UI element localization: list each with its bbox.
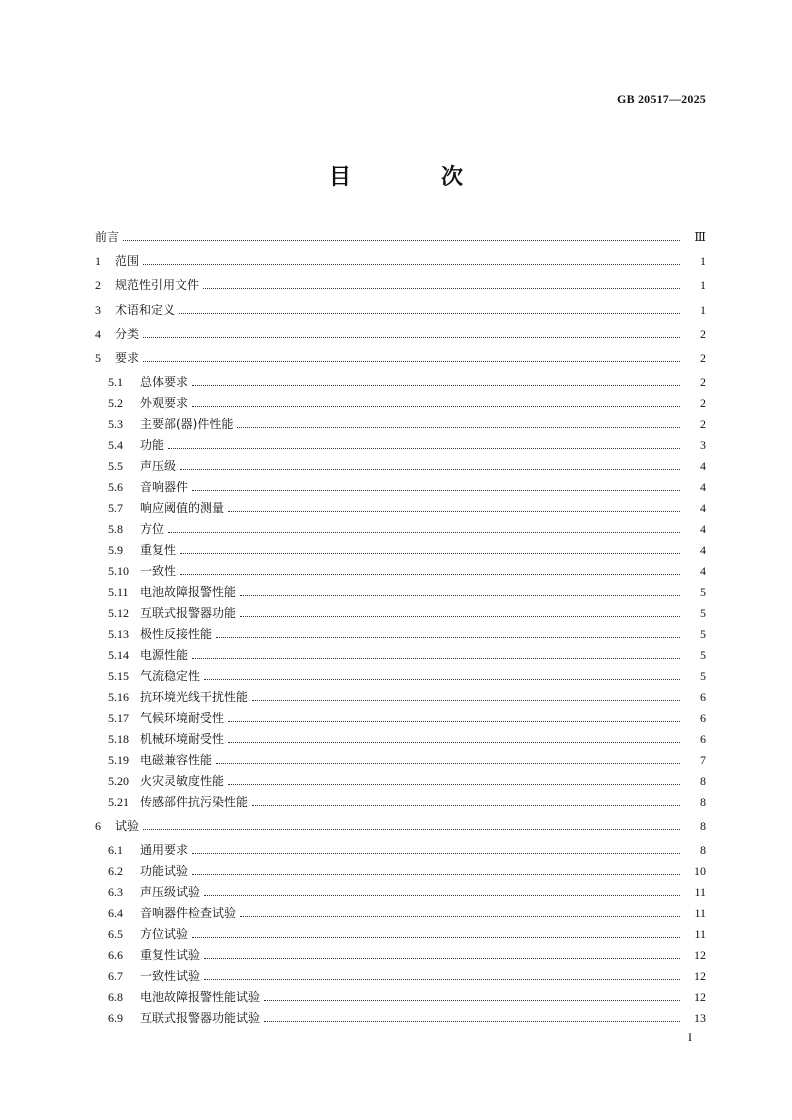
toc-entry-page: 12 <box>694 948 706 962</box>
toc-leader-dots <box>192 841 680 859</box>
toc-leader-dots <box>240 904 680 922</box>
toc-entry[interactable] <box>0 904 792 922</box>
toc-entry-title: 外观要求 <box>140 396 189 410</box>
toc-leader-dots <box>168 520 680 538</box>
toc-leader-dots <box>237 415 680 433</box>
toc-entry-page: 3 <box>700 438 706 452</box>
toc-entry-number: 5.21 <box>108 795 129 809</box>
toc-entry[interactable] <box>0 817 792 835</box>
toc-entry-number: 6.8 <box>108 990 123 1004</box>
toc-entry[interactable] <box>0 499 792 517</box>
toc-leader-dots <box>204 967 680 985</box>
toc-entry[interactable] <box>0 562 792 580</box>
toc-leader-dots <box>228 499 680 517</box>
toc-entry-page: 4 <box>700 501 706 515</box>
toc-entry-title: 电池故障报警性能试验 <box>140 990 261 1004</box>
toc-entry-number: 5.3 <box>108 417 123 431</box>
toc-entry-title: 电磁兼容性能 <box>140 753 213 767</box>
toc-entry-title: 一致性试验 <box>140 969 201 983</box>
toc-entry-page: 1 <box>700 303 706 317</box>
toc-entry-page: 4 <box>700 480 706 494</box>
toc-entry-number: 5.15 <box>108 669 129 683</box>
toc-entry-page: 5 <box>700 627 706 641</box>
toc-entry-number: 5.2 <box>108 396 123 410</box>
toc-leader-dots <box>180 562 680 580</box>
toc-entry[interactable] <box>0 925 792 943</box>
toc-entry-title: 气流稳定性 <box>140 669 201 683</box>
toc-entry[interactable] <box>0 688 792 706</box>
toc-entry[interactable] <box>0 373 792 391</box>
toc-entry[interactable] <box>0 394 792 412</box>
toc-leader-dots <box>228 772 680 790</box>
toc-entry[interactable] <box>0 988 792 1006</box>
toc-leader-dots <box>180 541 680 559</box>
toc-entry-title: 音响器件检查试验 <box>140 906 237 920</box>
toc-entry[interactable] <box>0 751 792 769</box>
toc-entry-number: 5.18 <box>108 732 129 746</box>
toc-entry[interactable] <box>0 772 792 790</box>
toc-leader-dots <box>204 883 680 901</box>
toc-entry-title: 极性反接性能 <box>140 627 213 641</box>
toc-entry-title: 要求 <box>115 351 140 365</box>
toc-entry-page: 6 <box>700 732 706 746</box>
toc-entry-number: 5 <box>95 351 101 365</box>
toc-entry-title: 一致性 <box>140 564 177 578</box>
toc-leader-dots <box>192 862 680 880</box>
toc-entry-page: 12 <box>694 969 706 983</box>
toc-leader-dots <box>143 349 680 367</box>
toc-entry-number: 5.12 <box>108 606 129 620</box>
toc-entry-page: 1 <box>700 254 706 268</box>
toc-entry-title: 重复性试验 <box>140 948 201 962</box>
toc-entry-title: 方位 <box>140 522 165 536</box>
toc-entry-page: 10 <box>694 864 706 878</box>
toc-entry-number: 6.1 <box>108 843 123 857</box>
toc-entry-number: 5.20 <box>108 774 129 788</box>
toc-entry-page: 8 <box>700 843 706 857</box>
toc-leader-dots <box>228 730 680 748</box>
toc-entry[interactable] <box>0 325 792 343</box>
toc-entry[interactable] <box>0 1009 792 1027</box>
toc-entry-number: 6 <box>95 819 101 833</box>
toc-entry-page: 2 <box>700 396 706 410</box>
toc-entry-title: 声压级试验 <box>140 885 201 899</box>
toc-entry-title: 传感部件抗污染性能 <box>140 795 249 809</box>
toc-entry[interactable] <box>0 301 792 319</box>
toc-entry[interactable] <box>0 625 792 643</box>
toc-entry-number: 6.4 <box>108 906 123 920</box>
toc-leader-dots <box>216 625 680 643</box>
toc-leader-dots <box>143 252 680 270</box>
toc-leader-dots <box>192 373 680 391</box>
toc-entry-title: 通用要求 <box>140 843 189 857</box>
toc-entry-number: 5.11 <box>108 585 129 599</box>
toc-entry-number: 3 <box>95 303 101 317</box>
toc-entry-page: 2 <box>700 351 706 365</box>
toc-entry-title: 电池故障报警性能 <box>140 585 237 599</box>
toc-entry-title: 抗环境光线干扰性能 <box>140 690 249 704</box>
toc-entry-page: 6 <box>700 711 706 725</box>
toc-entry[interactable] <box>0 793 792 811</box>
toc-entry-number: 5.1 <box>108 375 123 389</box>
toc-entry-title: 重复性 <box>140 543 177 557</box>
toc-leader-dots <box>252 793 680 811</box>
toc-entry-number: 5.6 <box>108 480 123 494</box>
toc-entry-page: 4 <box>700 564 706 578</box>
toc-leader-dots <box>143 325 680 343</box>
toc-leader-dots <box>204 946 680 964</box>
toc-entry-page: 5 <box>700 606 706 620</box>
page-title: 目 次 <box>328 165 497 190</box>
toc-entry[interactable] <box>0 709 792 727</box>
toc-entry-title: 范围 <box>115 254 140 268</box>
toc-entry-title: 分类 <box>115 327 140 341</box>
toc-entry[interactable] <box>0 457 792 475</box>
toc-entry-number: 2 <box>95 278 101 292</box>
toc-entry-number: 5.5 <box>108 459 123 473</box>
toc-entry-number: 5.10 <box>108 564 129 578</box>
toc-entry-title: 声压级 <box>140 459 177 473</box>
toc-entry[interactable] <box>0 667 792 685</box>
toc-leader-dots <box>123 228 680 246</box>
toc-entry-title: 总体要求 <box>140 375 189 389</box>
toc-entry[interactable] <box>0 841 792 859</box>
toc-entry-title: 主要部(器)件性能 <box>140 417 234 431</box>
toc-leader-dots <box>264 1009 680 1027</box>
toc-entry-number: 6.2 <box>108 864 123 878</box>
toc-entry-page: 6 <box>700 690 706 704</box>
toc-entry-title: 响应阈值的测量 <box>140 501 225 515</box>
toc-entry-page: 2 <box>700 417 706 431</box>
toc-entry-page: Ⅲ <box>694 230 706 244</box>
toc-entry-number: 5.13 <box>108 627 129 641</box>
toc-leader-dots <box>180 457 680 475</box>
toc-entry-page: 1 <box>700 278 706 292</box>
toc-leader-dots <box>228 709 680 727</box>
toc-entry-page: 4 <box>700 522 706 536</box>
toc-entry-page: 2 <box>700 327 706 341</box>
standard-code: GB 20517—2025 <box>617 92 706 106</box>
toc-entry-number: 5.14 <box>108 648 129 662</box>
toc-entry[interactable] <box>0 646 792 664</box>
toc-entry-number: 5.9 <box>108 543 123 557</box>
toc-entry[interactable] <box>0 541 792 559</box>
toc-entry-number: 5.17 <box>108 711 129 725</box>
toc-entry-page: 8 <box>700 795 706 809</box>
toc-entry-title: 互联式报警器功能试验 <box>140 1011 261 1025</box>
toc-entry-page: 5 <box>700 585 706 599</box>
toc-entry[interactable] <box>0 604 792 622</box>
toc-entry[interactable] <box>0 862 792 880</box>
toc-entry-title: 试验 <box>115 819 140 833</box>
toc-leader-dots <box>240 604 680 622</box>
toc-entry-title: 电源性能 <box>140 648 189 662</box>
toc-leader-dots <box>192 394 680 412</box>
toc-entry-number: 5.7 <box>108 501 123 515</box>
toc-entry-number: 4 <box>95 327 101 341</box>
toc-entry[interactable] <box>0 349 792 367</box>
toc-entry[interactable] <box>0 436 792 454</box>
toc-entry-title: 互联式报警器功能 <box>140 606 237 620</box>
toc-entry-title: 术语和定义 <box>115 303 176 317</box>
toc-entry-page: 11 <box>694 906 706 920</box>
toc-entry-title: 规范性引用文件 <box>115 278 200 292</box>
toc-entry-title: 气候环境耐受性 <box>140 711 225 725</box>
toc-entry-page: 4 <box>700 459 706 473</box>
toc-entry-title: 音响器件 <box>140 480 189 494</box>
toc-entry-number: 6.7 <box>108 969 123 983</box>
toc-entry[interactable] <box>0 276 792 294</box>
toc-entry-title: 功能 <box>140 438 165 452</box>
toc-entry-title: 机械环境耐受性 <box>140 732 225 746</box>
toc-entry-title: 方位试验 <box>140 927 189 941</box>
toc-entry-page: 8 <box>700 774 706 788</box>
toc-entry-title: 火灾灵敏度性能 <box>140 774 225 788</box>
toc-entry-page: 5 <box>700 669 706 683</box>
toc-entry-title: 前言 <box>95 230 120 244</box>
toc-leader-dots <box>203 276 680 294</box>
toc-entry-page: 8 <box>700 819 706 833</box>
toc-leader-dots <box>179 301 680 319</box>
toc-entry[interactable] <box>0 478 792 496</box>
toc-leader-dots <box>252 688 680 706</box>
toc-entry-page: 11 <box>694 927 706 941</box>
toc-entry-number: 1 <box>95 254 101 268</box>
toc-entry[interactable] <box>0 583 792 601</box>
toc-entry[interactable] <box>0 946 792 964</box>
toc-entry-number: 5.16 <box>108 690 129 704</box>
toc-leader-dots <box>216 751 680 769</box>
toc-entry-page: 5 <box>700 648 706 662</box>
toc-entry[interactable] <box>0 883 792 901</box>
toc-entry[interactable] <box>0 228 792 246</box>
toc-leader-dots <box>192 925 680 943</box>
toc-entry-page: 2 <box>700 375 706 389</box>
toc-entry[interactable] <box>0 252 792 270</box>
toc-entry-number: 6.5 <box>108 927 123 941</box>
toc-entry-number: 5.8 <box>108 522 123 536</box>
page-number: I <box>688 1030 692 1044</box>
toc-leader-dots <box>264 988 680 1006</box>
toc-leader-dots <box>192 478 680 496</box>
toc-leader-dots <box>192 646 680 664</box>
toc-entry[interactable] <box>0 967 792 985</box>
toc-entry[interactable] <box>0 520 792 538</box>
toc-entry-title: 功能试验 <box>140 864 189 878</box>
toc-entry-number: 6.3 <box>108 885 123 899</box>
toc-entry-page: 4 <box>700 543 706 557</box>
toc-leader-dots <box>240 583 680 601</box>
toc-entry-number: 6.6 <box>108 948 123 962</box>
toc-entry-page: 12 <box>694 990 706 1004</box>
toc-entry[interactable] <box>0 415 792 433</box>
toc-entry-page: 11 <box>694 885 706 899</box>
toc-leader-dots <box>168 436 680 454</box>
toc-entry-number: 5.19 <box>108 753 129 767</box>
toc-leader-dots <box>143 817 680 835</box>
toc-entry-page: 13 <box>694 1011 706 1025</box>
toc-entry-page: 7 <box>700 753 706 767</box>
toc-entry-number: 6.9 <box>108 1011 123 1025</box>
toc-entry-number: 5.4 <box>108 438 123 452</box>
toc-leader-dots <box>204 667 680 685</box>
toc-entry[interactable] <box>0 730 792 748</box>
